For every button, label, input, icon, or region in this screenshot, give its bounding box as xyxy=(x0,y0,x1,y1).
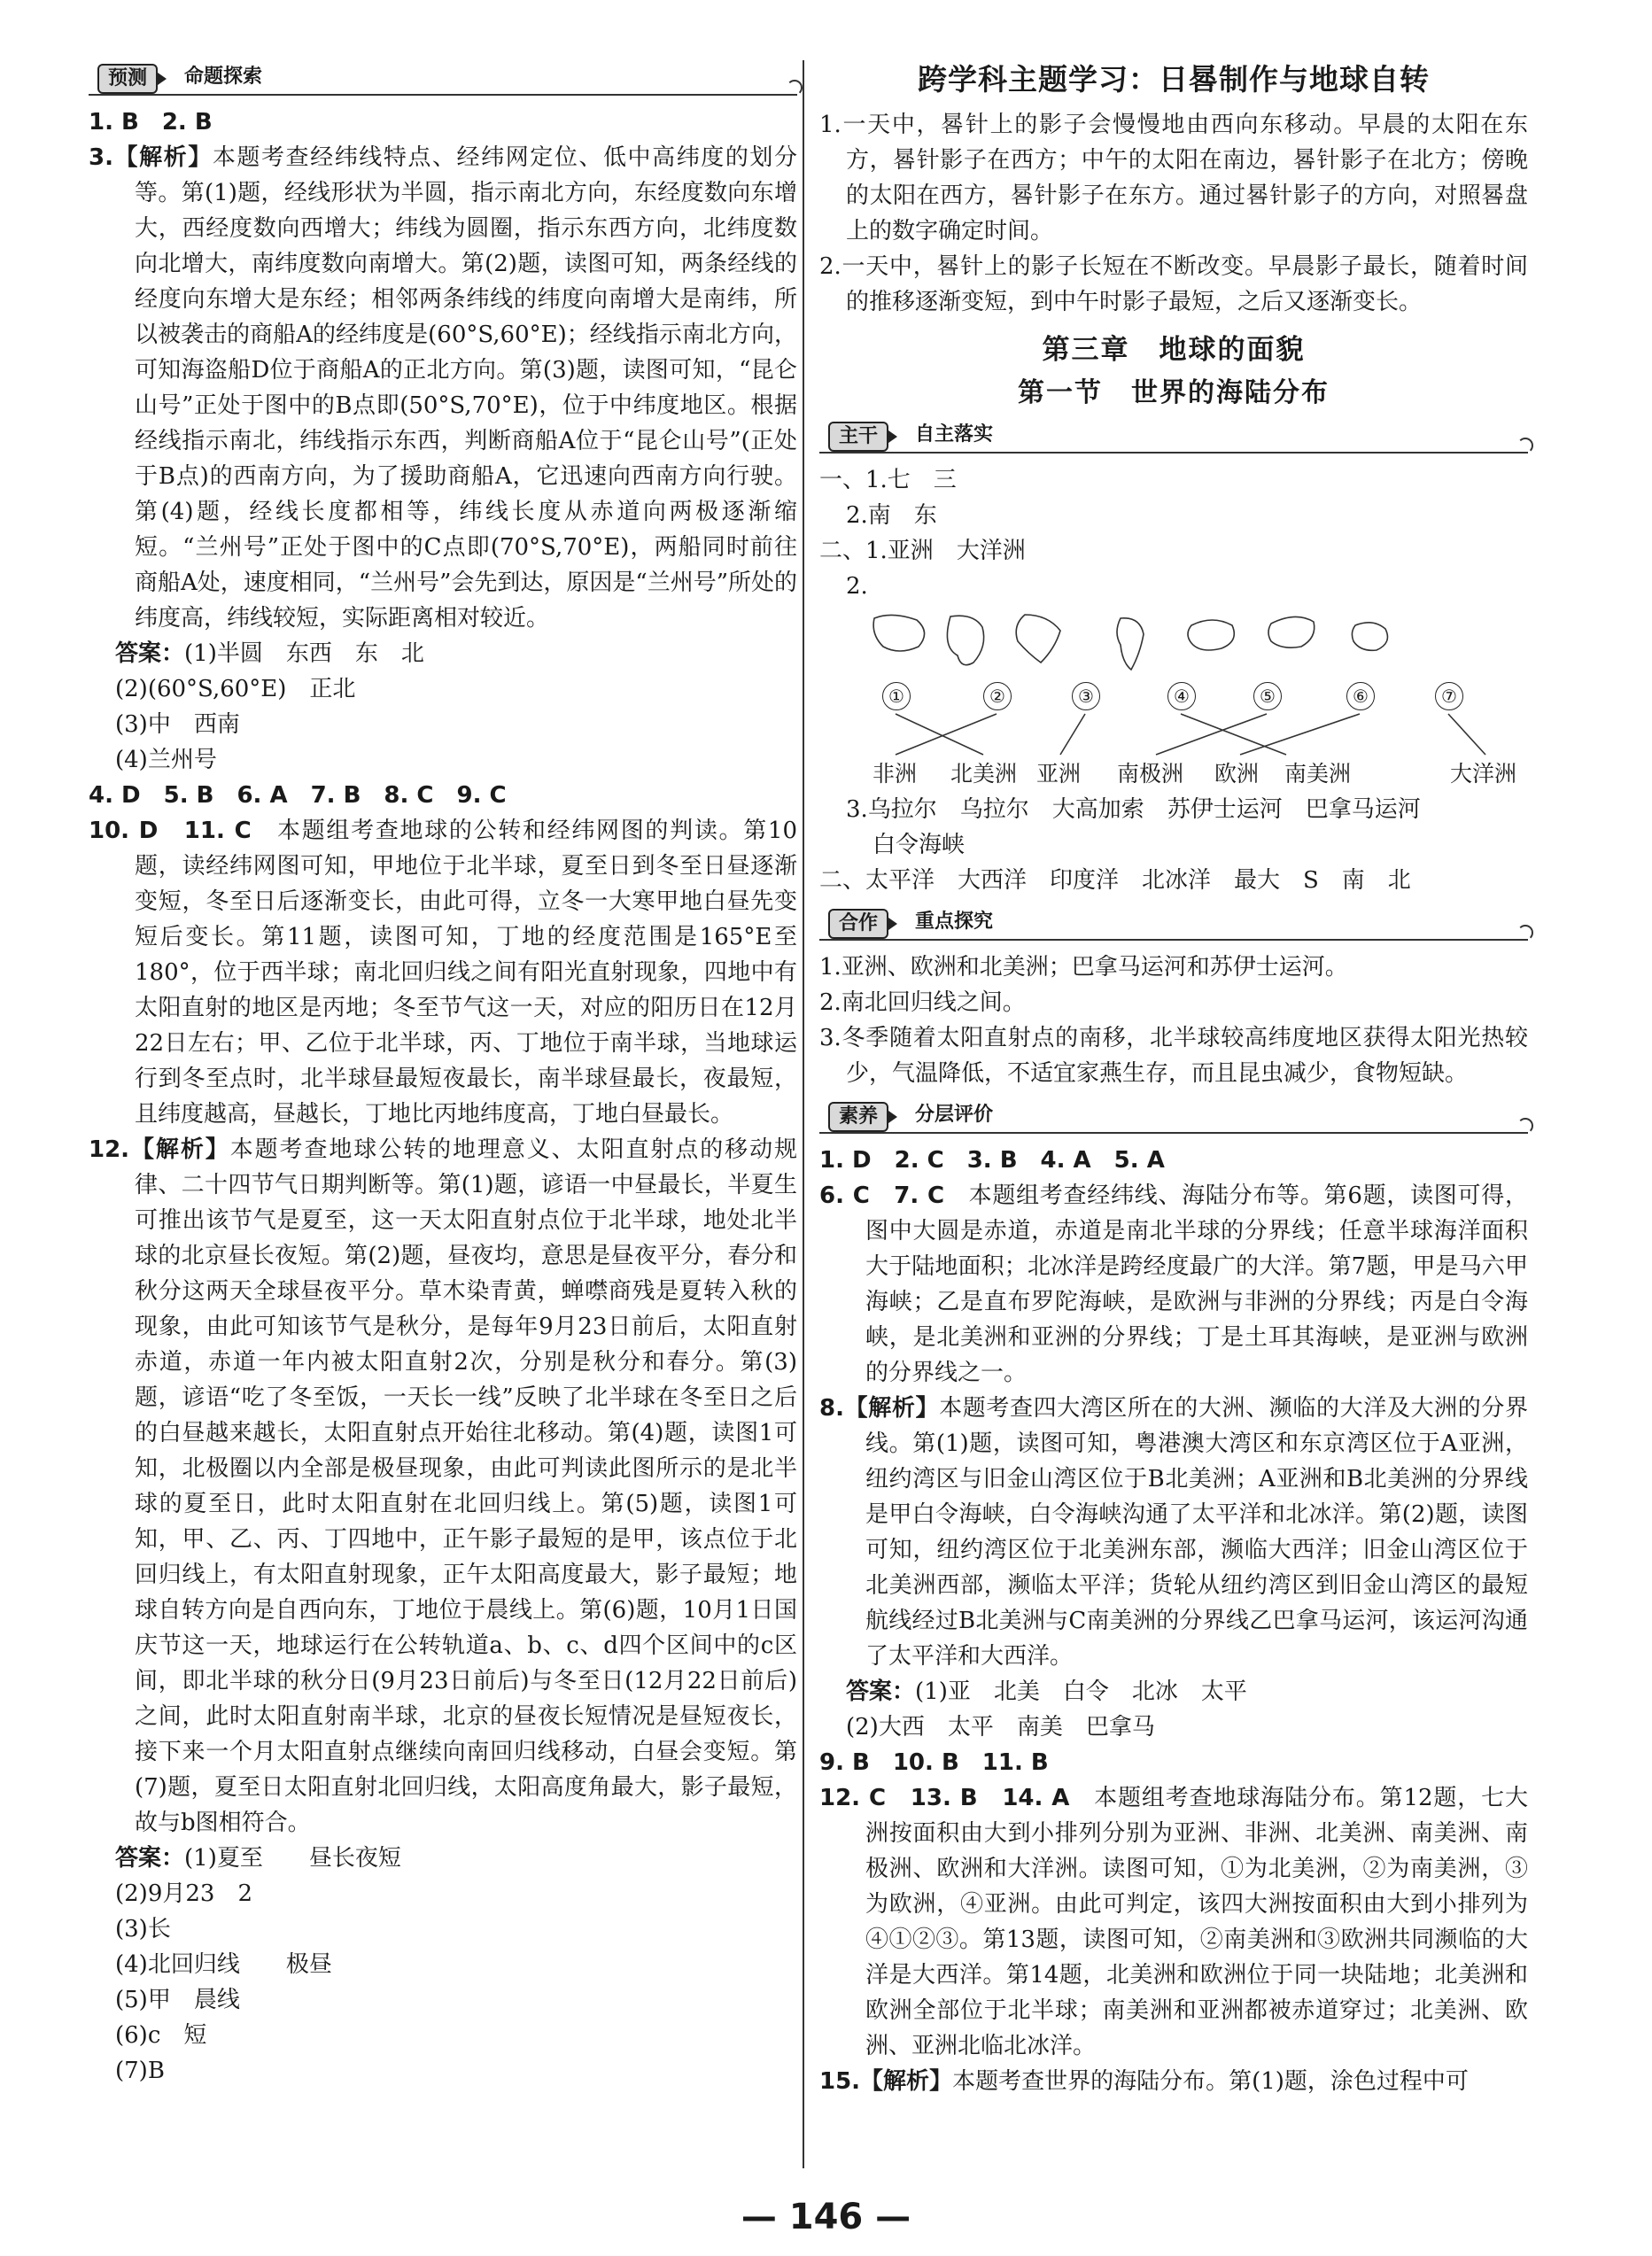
section-header-forecast xyxy=(89,58,797,97)
explore-answer-2: 2.南北回归线之间。 xyxy=(819,989,1026,1016)
question-15-explanation: 15.【解析】本题考查世界的海陆分布。第(1)题，涂色过程中可 xyxy=(819,2068,1469,2095)
continent-outline-5 xyxy=(1188,620,1234,650)
section-name: 命题探索 xyxy=(184,66,263,88)
sundial-point-2: 2.一天中，晷针上的影子长短在不断改变。早晨影子最长，随着时间的推移逐渐变短，到中午时影子最短，之后又逐渐变长。 xyxy=(819,253,1528,315)
map-number-2: ② xyxy=(983,682,1012,710)
match-line-1 xyxy=(896,714,983,755)
continent-outline-3 xyxy=(1016,615,1060,663)
fill-answer-1: 一、1.七 三 xyxy=(819,467,957,493)
answer-line-4-9: 4. D 5. B 6. A 7. B 8. C 9. C xyxy=(89,782,507,809)
question-12-answer-3: (3)长 xyxy=(115,1916,171,1942)
question-12-answer-2: (2)9月23 2 xyxy=(115,1880,252,1907)
map-number-1: ① xyxy=(882,682,911,710)
section-tag: 素养 xyxy=(828,1102,888,1132)
continent-name-1: 非洲 xyxy=(873,761,918,787)
question-12-answer-4: (4)北回归线 极昼 xyxy=(115,1951,332,1978)
continent-name-5: 欧洲 xyxy=(1214,761,1260,787)
match-line-3 xyxy=(1060,714,1085,755)
question-8-explanation: 8.【解析】本题考查四大湾区所在的大洲、濒临的大洋及大洲的分界线。第(1)题，读图可知，粤港澳大湾区和东京湾区位于A亚洲，纽约湾区与旧金山湾区位于B北美洲；A亚洲和B北美洲的分界线是甲白令海峡，白令海峡沟通了太平洋和北冰洋。第(2)题，读图可知，纽约湾区位于北美洲东部，濒临大西洋；旧金山湾区位于北美洲西部，濒临太平洋；货轮从纽约湾区到旧金山湾区的最短航线经过B北美洲与C南美洲的分界线乙巴拿马运河，该运河沟通了太平洋和大西洋。 xyxy=(819,1395,1528,1670)
section-name: 重点探究 xyxy=(915,911,994,933)
page-number: — 146 — xyxy=(741,2197,911,2237)
question-6-7-explanation: 6. C 7. C 本题组考查经纬线、海陆分布等。第6题，读图可得，图中大圆是赤道，赤道是南北半球的分界线；任意半球海洋面积大于陆地面积；北冰洋是跨经度最广的大洋。第7题，甲是马六甲海峡；乙是直布罗陀海峡，是欧洲与非洲的分界线；丙是白令海峡，是北美洲和亚洲的分界线；丁是土耳其海峡，是亚洲与欧洲的分界线之一。 xyxy=(819,1182,1529,1386)
question-12-14-explanation: 12. C 13. B 14. A 本题组考查地球海陆分布。第12题，七大洲按面积由大到小排列分别为亚洲、非洲、北美洲、南美洲、南极洲、欧洲和大洋洲。读图可知，①为北美洲，②为南美洲，③为欧洲，④亚洲。由此可判定，该四大洲按面积由大到小排列为④①②③。第13题，读图可知，②南美洲和③欧洲共同濒临的大洋是大西洋。第14题，北美洲和欧洲位于同一块陆地；北美洲和欧洲全部位于北半球；南美洲和亚洲都被赤道穿过；北美洲、欧洲、亚洲北临北冰洋。 xyxy=(819,1785,1528,2059)
continent-name-4: 南极洲 xyxy=(1117,761,1184,787)
answer-line-1-5: 1. D 2. C 3. B 4. A 5. A xyxy=(819,1147,1165,1174)
map-number-3: ③ xyxy=(1072,682,1100,710)
continent-outline-4 xyxy=(1117,618,1144,670)
continent-matching-figure xyxy=(819,606,1528,792)
match-line-5 xyxy=(1156,714,1267,755)
question-3-answer-2: (2)(60°S,60°E) 正北 xyxy=(115,676,356,702)
section-header-cooperation xyxy=(819,903,1528,942)
answer-line-9-11: 9. B 10. B 11. B xyxy=(819,1749,1049,1776)
fill-answer-3: 二、1.亚洲 大洋洲 xyxy=(819,538,1026,564)
continent-outline-2 xyxy=(947,616,983,664)
interdisciplinary-title: 跨学科主题学习：日晷制作与地球自转 xyxy=(918,62,1430,97)
left-column xyxy=(89,53,797,2089)
map-number-6: ⑥ xyxy=(1346,682,1375,710)
question-3-answer-3: (3)中 西南 xyxy=(115,711,240,738)
question-10-11-explanation: 10. D 11. C 本题组考查地球的公转和经纬网图的判读。第10题，读经纬网图可知，甲地位于北半球，夏至日到冬至日昼逐渐变短，冬至日后逐渐变长，由此可得，立冬一大寒甲地白昼先变短后变长。第11题，读图可知，丁地的经度范围是165°E至180°，位于西半球；南北回归线之间有阳光直射现象，四地中有太阳直射的地区是丙地；冬至节气这一天，对应的阳历日在12月22日左右；甲、乙位于北半球，丙、丁地位于南半球，当地球运行到冬至点时，北半球昼最短夜最长，南半球昼最长，夜最短，且纬度越高，昼越长，丁地比丙地纬度高，丁地白昼最长。 xyxy=(89,818,797,1128)
match-line-7 xyxy=(1448,714,1485,755)
fill-answer-5: 3.乌拉尔 乌拉尔 大高加索 苏伊士运河 巴拿马运河 xyxy=(846,796,1421,823)
question-3-answer-4: (4)兰州号 xyxy=(115,747,217,773)
map-number-5: ⑤ xyxy=(1253,682,1282,710)
continent-name-3: 亚洲 xyxy=(1036,761,1082,787)
map-number-4: ④ xyxy=(1167,682,1196,710)
question-8-answer-2: (2)大西 太平 南美 巴拿马 xyxy=(846,1714,1155,1740)
right-column xyxy=(819,53,1528,2099)
section-header-main xyxy=(819,416,1528,455)
continent-outline-1 xyxy=(873,615,924,651)
question-12-answer: 答案：(1)夏至 昼长夜短 xyxy=(115,1845,401,1872)
continent-outline-6 xyxy=(1268,616,1315,647)
section-tag: 主干 xyxy=(828,422,888,452)
fill-answer-4: 2. xyxy=(846,573,868,600)
question-8-answer: 答案：(1)亚 北美 白令 北冰 太平 xyxy=(846,1678,1247,1705)
sundial-point-1: 1.一天中，晷针上的影子会慢慢地由西向东移动。早晨的太阳在东方，晷针影子在西方；中午的太阳在南边，晷针影子在北方；傍晚的太阳在西方，晷针影子在东方。通过晷针影子的方向，对照晷盘上的数字确定时间。 xyxy=(819,112,1528,244)
fill-answer-6: 二、太平洋 大西洋 印度洋 北冰洋 最大 S 南 北 xyxy=(819,867,1411,894)
column-divider xyxy=(803,60,804,2168)
section-name: 自主落实 xyxy=(915,423,994,446)
fill-answer-5b: 白令海峡 xyxy=(873,832,966,858)
question-12-answer-7: (7)B xyxy=(115,2058,165,2084)
question-3-answer: 答案：(1)半圆 东西 东 北 xyxy=(115,640,424,667)
section-tag: 合作 xyxy=(828,909,888,939)
question-12-answer-5: (5)甲 晨线 xyxy=(115,1987,240,2013)
chapter-title: 第三章 地球的面貌 xyxy=(1042,334,1306,366)
map-number-7: ⑦ xyxy=(1435,682,1463,710)
section-name: 分层评价 xyxy=(915,1104,994,1126)
section-title: 第一节 世界的海陆分布 xyxy=(1018,377,1330,408)
explore-answer-3: 3.冬季随着太阳直射点的南移，北半球较高纬度地区获得太阳光热较少，气温降低，不适宜家燕生存，而且昆虫减少，食物短缺。 xyxy=(819,1025,1528,1087)
question-12-explanation: 12.【解析】本题考查地球公转的地理意义、太阳直射点的移动规律、二十四节气日期判断等。第(1)题，谚语一中昼最长，半夏生可推出该节气是夏至，这一天太阳直射点位于北半球，地处北半球的北京昼长夜短。第(2)题，昼夜均，意思是昼夜平分，春分和秋分这两天全球昼夜平分。草木染青黄，蝉噤商残是夏转入秋的现象，由此可知该节气是秋分，是每年9月23日前后，太阳直射赤道，赤道一年内被太阳直射2次，分别是秋分和春分。第(3)题，谚语“吃了冬至饭，一天长一线”反映了北半球在冬至日之后的白昼越来越长，太阳直射点开始往北移动。第(4)题，读图1可知，北极圈以内全部是极昼现象，由此可判读此图所示的是北半球的夏至日，此时太阳直射在北回归线上。第(5)题，读图1可知，甲、乙、丙、丁四地中，正午影子最短的是甲，该点位于北回归线上，有太阳直射现象，正午太阳高度最大，影子最短；地球自转方向是自西向东，丁地位于晨线上。第(6)题，10月1日国庆节这一天，地球运行在公转轨道a、b、c、d四个区间中的c区间，即北半球的秋分日(9月23日前后)与冬至日(12月22日前后)之间，此时太阳直射南半球，北京的昼夜长短情况是昼短夜长，接下来一个月太阳直射点继续向南回归线移动，白昼会变短。第(7)题，夏至日太阳直射北回归线，太阳高度角最大，影子最短，故与b图相符合。 xyxy=(89,1136,797,1836)
continent-outline-7 xyxy=(1352,623,1387,650)
match-line-6 xyxy=(1240,714,1360,755)
match-line-4 xyxy=(1181,714,1286,755)
continent-name-6: 南美洲 xyxy=(1284,761,1352,787)
section-header-literacy xyxy=(819,1097,1528,1136)
answer-line-1-2: 1. B 2. B xyxy=(89,109,213,136)
continent-name-7: 大洋洲 xyxy=(1450,761,1517,787)
match-line-2 xyxy=(896,714,997,755)
explore-answer-1: 1.亚洲、欧洲和北美洲；巴拿马运河和苏伊士运河。 xyxy=(819,954,1348,981)
question-3-explanation: 3.【解析】本题考查经纬线特点、经纬网定位、低中高纬度的划分等。第(1)题，经线形状为半圆，指示南北方向，东经度数向东增大，西经度数向西增大；纬线为圆圈，指示东西方向，北纬度数向北增大，南纬度数向南增大。第(2)题，读图可知，两条经线的经度向东增大是东经；相邻两条纬线的纬度向南增大是南纬，所以被袭击的商船A的经纬度是(60°S,60°E)；经线指示南北方向，可知海盗船D位于商船A的正北方向。第(3)题，读图可知，“昆仑山号”正处于图中的B点即(50°S,70°E)，位于中纬度地区。根据经线指示南北，纬线指示东西，判断商船A位于“昆仑山号”(正处于B点)的西南方向，为了援助商船A，它迅速向西南方向行驶。第(4)题，经线长度都相等，纬线长度从赤道向两极逐渐缩短。“兰州号”正处于图中的C点即(70°S,70°E)，两船同时前往商船A处，速度相同，“兰州号”会先到达，原因是“兰州号”所处的纬度高，纬线较短，实际距离相对较近。 xyxy=(89,144,797,632)
fill-answer-2: 2.南 东 xyxy=(846,502,937,529)
continent-name-2: 北美洲 xyxy=(950,761,1018,787)
section-tag: 预测 xyxy=(97,64,158,94)
question-12-answer-6: (6)c 短 xyxy=(115,2022,207,2049)
